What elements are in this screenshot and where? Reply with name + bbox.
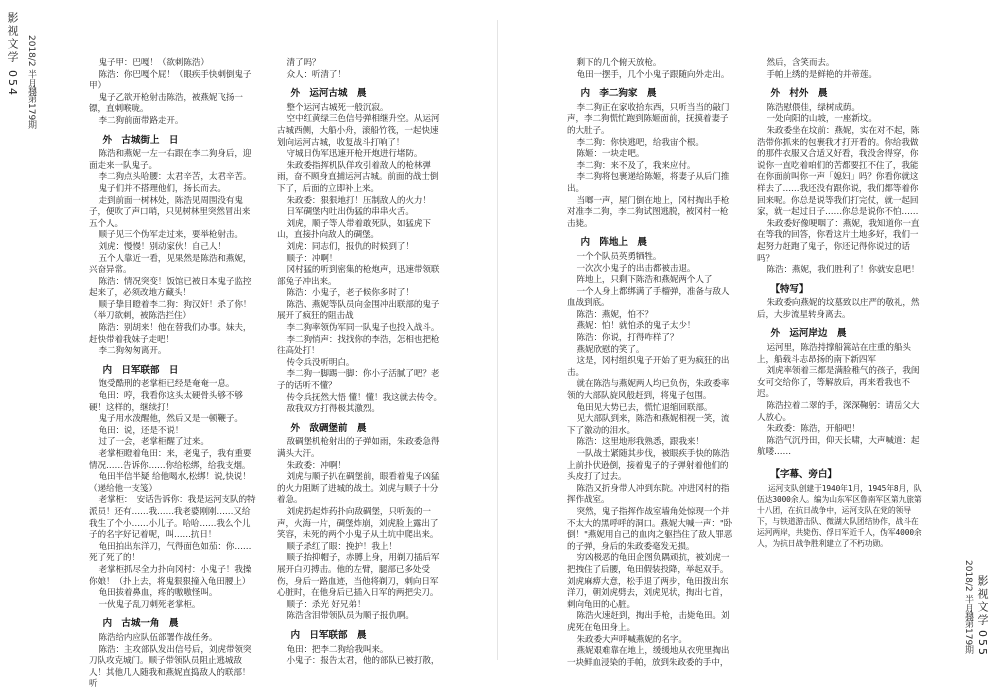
script-line: 朱政委坐在坟前：燕妮，实在对不起，陈浩带你抓来的包裹我才打开看的。你给我做的那件衣服又合适又好看，我没舍得穿，你说你一直吃着咱们的苦都要扛不住了，我能在你面前叫你一声「媳妇」吗？你看你就这样去了……我还没有跟你说，我们都等着你回来呢。你总是说等我们打完仗，就一起回家，就一起过日子……你总是说你不怕…… (757, 125, 920, 218)
script-line: 顺子抬抑帽子，赤膊上身，用剃刀插后军展开白刃搏击。他的左臂，腿部已多处受伤，身后一路血迹，当他将剃刀，刺向日军心脏时，在他身后已插入日军的两把尖刀。 (277, 553, 440, 599)
script-line: 陈姬：一块走吧。 (576, 149, 645, 160)
script-line: 突然，鬼子指挥作战室墙角处惊现一个并不太大的黑呼呼的洞口。燕妮大喊一声："卧倒！"燕妮用自己的血肉之躯挡住了敌人罪恶的子弹，身后的朱政委毫发无损。 (567, 506, 733, 552)
script-line: 陈浩：你巴嘎个屁！（眼疾手快刺倒鬼子甲） (89, 69, 252, 92)
script-line: 陈浩含泪带领队员为顺子报仇啊。 (286, 611, 414, 622)
scene-heading: 内 日军联部 晨 (290, 629, 367, 641)
script-line: 朱政委向燕妮的坟墓致以庄严的敬礼，然后，大步流星转身离去。 (757, 298, 920, 320)
script-line: 穷凶极恶的龟田企图负隅顽抗，被刘虎一把拽住了后腰，龟田假装投降，举起双手。刘虎麻痹大意，松手退了两步，龟田拨出东洋刀，朝刘虎劈去，刘虎见状，掏出七首，刺向龟田的心脏。 (567, 553, 730, 610)
scene-heading: 外 敌碉堡前 晨 (290, 422, 367, 434)
issue-date-left: 2018/2 半月刊 (26, 35, 36, 97)
script-line: 阵地上，只剩下陈浩和燕妮两个人了 (576, 275, 713, 286)
script-line: 朱政委大声呼喊燕妮的名字。 (576, 634, 687, 645)
issue-number-right: 总第179期 (963, 610, 973, 655)
script-line: 鬼子们并不搭理他们，扬长而去。 (98, 183, 226, 194)
script-line: 龟田一摆手，几个小鬼子跟随向外走出。 (576, 69, 730, 80)
script-line: 朱政委：冲啊！ (286, 460, 346, 471)
script-line: 顺子：冲啊！ (286, 253, 338, 264)
script-line: 李二狗率领伪军同一队鬼子也投入战斗。 (286, 323, 440, 334)
script-line: 陈浩：燕妮，怕不？ (576, 309, 653, 320)
script-line: 一处向阳的山坡，一座新坟。 (766, 114, 877, 125)
script-line: 龟田：哼，我看你这头太硬骨头够不够硬！这样的，继续打！ (89, 391, 243, 413)
subtitle-note (757, 469, 925, 549)
page-number-right: 055 (976, 630, 989, 657)
page-gutter (497, 20, 498, 660)
script-line: 李二狗：来不及了，我来应付。 (576, 160, 696, 171)
script-line: 鬼子用水泼醒他，然后又是一顿鞭子。 (98, 414, 243, 425)
script-line: 李二狗悄声：找找你的李浩，怎相也把枪往高处打！ (277, 334, 440, 357)
script-line: 顺子：杀光 好兄弟！ (286, 599, 366, 610)
magazine-title-right: 影视文学 (976, 575, 989, 627)
text-column-2 (277, 58, 445, 667)
script-line: 小鬼子：报告太君，他的部队已被打散， (286, 656, 440, 667)
script-line: 鬼子乙欲开枪射击陈浩，被燕妮飞扬一镖，直刺喉咙。 (89, 92, 243, 115)
script-line: 李二狗点头哈腰：太君辛苦，太君辛苦。 (98, 172, 252, 183)
script-line: 朱政委：狠狠地打！压制敌人的火力！ (286, 195, 431, 206)
script-line: 顺子见三个伪军走过来，要举枪射击。 (98, 230, 243, 241)
script-line: 陈浩给内应队伍部署作战任务。 (98, 632, 218, 643)
script-line: 燕妮：怕！就怕杀的鬼子太少！ (576, 321, 696, 332)
script-line: 老掌柜抓尽全力扑向冈村：小鬼子！我操你娘！（扑上去，将鬼狠狠撞入龟田腰上） (89, 564, 252, 587)
script-line: 朱政委指挥机队佯攻引着敌人的枪林弹雨，奋不顾身直捕运河古城。前面的战士倒下了，后面的立即补上来。 (277, 160, 439, 194)
script-line: 朱政委好像哽咽了：燕妮，我知道你一直在等我的回答，你看这片土地多好，我们一起努力赶跑了鬼子，你还记得你说过的话吗？ (757, 218, 920, 264)
script-line: 守城日伪军迅速开枪开炮进行堵防。 (286, 149, 423, 160)
script-line: 李二狗正在家收拾东西，只听当当的敲门声，李二狗慌忙跑到陈姬面前，抚摸着妻子的大肚子。 (567, 102, 730, 136)
note-title: 【字幕、旁白】 (770, 469, 837, 480)
scene-heading: 外 运河古城 晨 (290, 88, 367, 100)
script-line: 传令兵抚然大悟 懂！懂！我这就去传令。 (286, 392, 442, 403)
script-line: 陈浩慰偎佳，绿树成荫。 (766, 102, 860, 113)
scene-heading: 外 村外 晨 (770, 88, 828, 100)
scene-heading: 外 古城街上 日 (102, 134, 179, 146)
script-line: 顺子杀红了眼：挽护！我上！ (286, 541, 397, 552)
script-line: 就在陈浩与燕妮两人均已负伤，朱政委率领的大部队旋风般赶到，将鬼子包围。 (567, 379, 730, 402)
script-line: 剩下的几个俯天放枪。 (576, 58, 662, 68)
script-line: 龟田：说，还是不说！ (98, 425, 184, 436)
script-line: 陈浩：别胡来！他在替我们办事。妹夫，赶快带着我妹子走吧！ (89, 323, 252, 345)
script-line: 整个运河古城死一般沉寂。 (286, 102, 389, 113)
right-page-spine (963, 0, 994, 679)
script-line: 一伙鬼子乱刀刺死老掌柜。 (98, 599, 201, 610)
script-line: 一队战士紧随其步伐，被眼疾手快的陈浩上前扑伏逊倒，接着鬼子的子弹射着他们的头皮打了过去。 (567, 449, 730, 483)
script-line: 朱政委：陈浩，开船吧！ (766, 424, 860, 435)
script-line: 陈浩：你说，打得咋样了？ (576, 333, 679, 344)
script-line: 陈浩又折身带人冲到东院。冲进冈村的指挥作战室。 (567, 483, 730, 506)
script-line: 李二狗将包裹递给陈姬，将妻子从后门推出。 (567, 172, 730, 194)
left-page-spine (0, 0, 36, 679)
note-text: 运河支队创建于1940年1月，1945年8月，队伍达3000余人。编为山东军区鲁南军区第九旅第十八团，在抗日战争中，运河支队在党的领导下，与铁道游击队、微湖大队团结协作，战斗在运河两岸，共毙伤、俘日军近千人，伪军4000余人，为抗日战争胜利建立了不朽功勋。 (757, 484, 922, 548)
script-line: 陈浩火速赶到，掏出手枪，击毙龟田。刘虎死在龟田身上。 (567, 611, 730, 633)
script-line: 老掌柜瞪着龟田：来，老鬼子，我有重要情况……告诉你……你给松绑，给我支烟。 (89, 449, 252, 471)
script-line: 陈浩气沉丹田，仰天长啸，大声喊道：起航喽…… (757, 435, 920, 458)
script-line: 陈浩：情况突变！饭馆已被日本鬼子监控起来了，必须改地方藏头！ (89, 276, 252, 299)
script-line: 运河里，陈浩持撑船篙站在庄重的船头上，船载斗志昂扬的南下新四军 (757, 343, 911, 365)
script-line: 手帕上绣的是鲜艳的并蒂莲。 (766, 69, 877, 80)
script-line: 陈浩、燕妮等队员向金围冲出联部的鬼子展开了疯狂的阻击战 (277, 299, 440, 322)
script-line: 刘虎，顺子等人带着敢死队，如猛虎下山，直接扑向敌人的碉堡。 (277, 218, 431, 241)
script-line: 龟田：把李二狗给我叫来。 (286, 644, 389, 655)
script-line: 陈浩：这里地形我熟悉，跟我来！ (576, 437, 704, 448)
script-line: 刘虎与顺子扒在碉堡前，眼看着鬼子凶猛的火力阻断了进城的战士。刘虎与顺子十分着急。 (277, 472, 440, 506)
script-line: 老掌柜： 安话告诉你：我是运河支队的特派员！还有……我……我老婆刚刚……又给我生了个小……小儿子。哈哈……我么个儿子的名字好记着呢，叫……抗日！ (89, 495, 256, 541)
script-line: 一个个队员英勇牺牲。 (576, 251, 662, 262)
script-line: 五个人靠近一看，见果然是陈浩和燕妮，兴奋异常。 (89, 253, 252, 276)
script-line: 龟田半信半疑 给他喝水,松绑！说,快说！（递给他一支笺） (89, 472, 251, 494)
script-line: 刘虎：慢慢！别动家伙！自己人！ (98, 241, 226, 252)
script-line: 李二狗匆匆离开。 (98, 346, 167, 357)
script-line: 走到前面一树林处，陈浩见周围没有鬼子，便吹了声口哨，只见树林里突然冒出来五个人。 (89, 195, 251, 229)
text-column-3 (567, 58, 735, 668)
script-line: 陈浩和燕妮一左一右跟在李二狗身后，迎面走来一队鬼子。 (89, 149, 252, 171)
script-line: 陈浩：燕妮，我们胜利了！你就安息吧！ (766, 265, 920, 276)
script-line: 一次次小鬼子的出击都被击退。 (576, 263, 696, 274)
text-column-1 (89, 58, 257, 690)
script-line: 日军碉堡内吐出伪猛的串串火舌。 (286, 207, 414, 218)
script-line: 燕妮艰难靠在地上，缓缓地从衣兜里掏出一块鲜血浸染的手帕，放到朱政委的手中， (567, 646, 730, 668)
script-line: 敌碉堡机枪射出的子弹如雨，朱政委急得满头大汗。 (277, 437, 440, 459)
script-line: 李二狗：你快逃吧，给我宙个根。 (576, 137, 704, 148)
script-line: 见大部队到来，陈浩和燕妮相视一笑，流下了激动的泪水。 (567, 414, 730, 436)
script-line: 空中红黄绿三色信号弹相继升空。从运河古城西侧，大船小舟，滚船竹筏，一起快速划向运河古城，收复战斗打响了！ (277, 114, 440, 148)
script-line: 刘虎率领着三都是满脸稚气的孩子，我闺女可交给你了，等解放后，再来看我也不迟。 (757, 366, 920, 400)
script-line: 陈浩拉着二翠的手，深深鞠躬：请岳父大人放心。 (757, 401, 920, 423)
script-line: 一个人身上都绑满了手榴弹，准备与敌人血战到底。 (567, 286, 730, 309)
script-line: 这是，冈村组织鬼子开始了更为疯狂的出击。 (567, 356, 730, 378)
script-line: 陈浩：小鬼子，老子候你多时了！ (286, 288, 414, 299)
script-line: 龟田拍出东洋刀，气得面色如茄：你……死了死了的！ (89, 541, 252, 564)
script-line: 龟田见大势已去，慌忙退缩回联部。 (576, 402, 713, 413)
scene-heading: 内 古城一角 晨 (102, 618, 179, 630)
script-line: 顺子挚目瞪着李二狗：狗汉奸！杀了你！（举刀欲刺，被陈浩拦住） (89, 299, 252, 322)
script-line: 当啷一声，屋门倒在地上，冈村掏出手枪对准李二狗，李二狗试图逃脱，被冈村一枪击毙。 (567, 195, 730, 229)
script-line: 李二狗前面带路走开。 (98, 115, 184, 126)
scene-heading: 外 运河岸边 晨 (770, 328, 847, 340)
text-column-4 (757, 58, 925, 658)
script-line: 传令兵没听明白。 (286, 357, 355, 368)
magazine-title-left: 影视文学 (6, 12, 19, 64)
scene-heading: 内 李二狗家 晨 (580, 88, 657, 100)
script-line: 众人：听清了！ (286, 69, 346, 80)
script-line: 过了一会，老掌柜醒了过来。 (98, 437, 209, 448)
script-line: 刘虎扔起炸药扑向敌碉堡，只听轰的一声，火海一片，碉堡炸崩，刘虎脸上露出了笑容，未死的两个小鬼子从土坑中爬出来。 (277, 506, 439, 541)
script-line: 敌我双方打得极其激烈。 (286, 404, 380, 415)
script-line: 清了吗？ (286, 58, 321, 68)
script-line: 鬼子甲：巴嘎！（欲刺陈浩） (98, 58, 209, 68)
script-line: 燕妮欣慰的笑了。 (576, 344, 645, 355)
issue-date-right: 2018/2 半月刊 (963, 560, 973, 622)
script-line: 冈村猛的听到密集的枪炮声，迅速带领联部兔子冲出来。 (277, 265, 440, 287)
script-line: 李二狗一脚踢一脚：你小子活腻了吧？老子的话听不懂？ (277, 369, 440, 392)
script-line: 饱受酷刑的老掌柜已经是奄奄一息。 (98, 379, 235, 390)
script-line: 龟田拔着鼻血，疼的嗷嗷怪叫。 (98, 588, 218, 599)
script-line: 陈浩：主攻部队发出信号后，刘虎带领突刀队攻克城门。顺子带领队员阻止逃城敌人！其他几人随我和燕妮直捣敌人的联部！听 (89, 644, 252, 690)
scene-heading: 内 日军联部 日 (102, 364, 179, 376)
scene-heading: 【特写】 (770, 283, 809, 295)
page-number-left: 054 (6, 70, 19, 97)
scene-heading: 内 阵地上 晨 (580, 237, 647, 249)
issue-number-left: 总第179期 (26, 85, 36, 130)
script-line: 然后，含笑而去。 (766, 58, 835, 68)
script-line: 刘虎：同志们，报仇的时候到了！ (286, 241, 414, 252)
